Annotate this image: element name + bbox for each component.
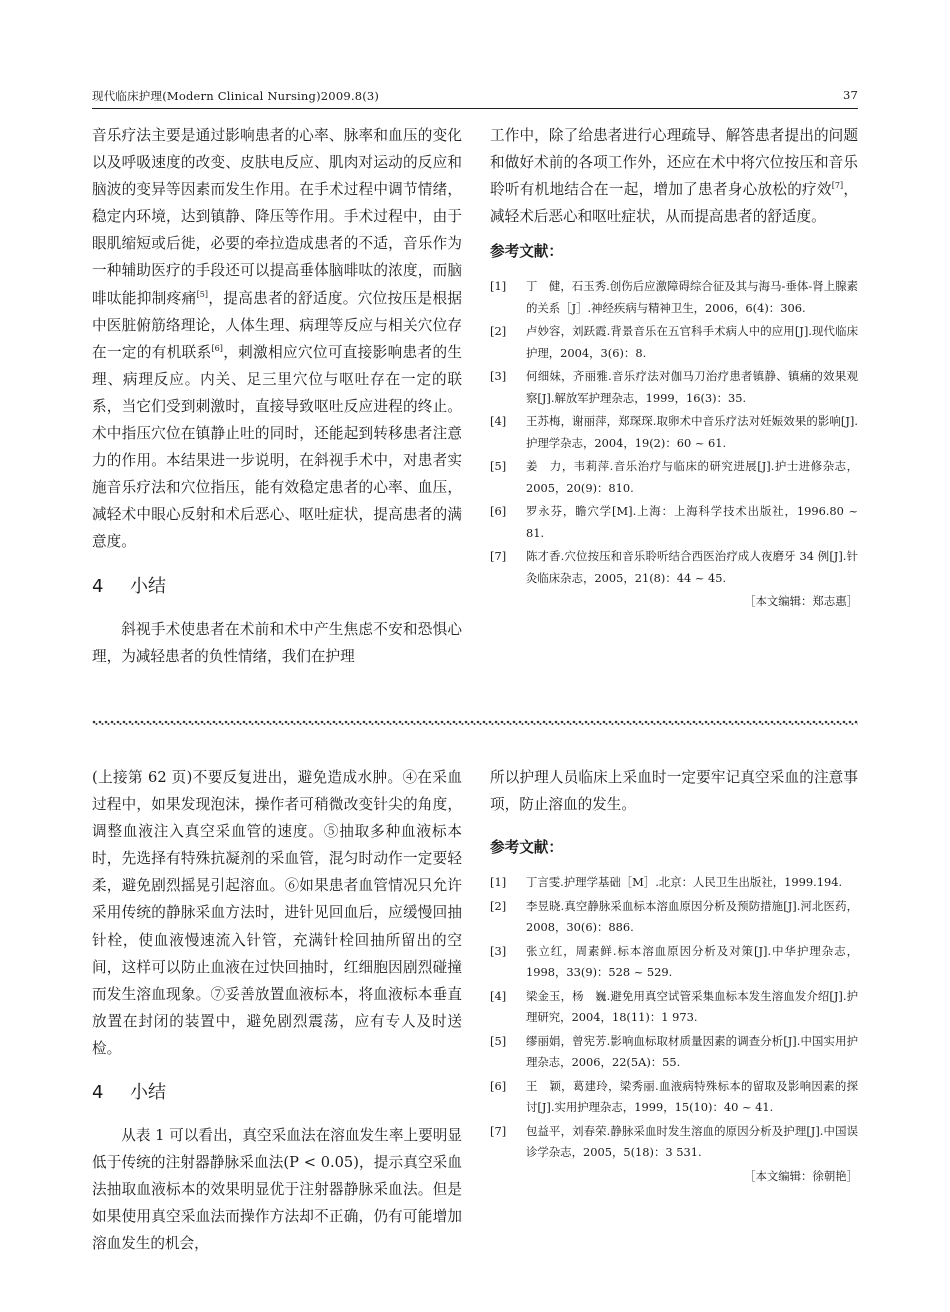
reference-index: [4] <box>490 414 507 429</box>
bottom-left-paragraph-1: (上接第 62 页)不要反复进出，避免造成水肿。④在采血过程中，如果发现泡沫，操作者可稍微改变针尖的角度，调整血液注入真空采血管的速度。⑤抽取多种血液标本时，先选择有特殊抗凝剂的采血管，混匀时动作一定要轻柔，避免剧烈摇晃引起溶血。⑥如果患者血管情况只允许采用传统的静脉采血方法时，进针见回血后，应缓慢回抽针栓，使血液慢速流入针管，充满针栓回抽所留出的空间，这样可以防止血液在过快回抽时，红细胞因剧烈碰撞而发生溶血现象。⑦妥善放置血液标本，将血液标本垂直放置在封闭的装置中，避免剧烈震荡，应有专人及时送检。 <box>92 769 462 1057</box>
reference-text: 王苏梅，谢丽萍，郑琛琛.取卵术中音乐疗法对妊娠效果的影响[J].护理学杂志，2004，19(2)：60 ~ 61. <box>526 414 858 450</box>
reference-index: [2] <box>490 898 507 913</box>
journal-citation: 现代临床护理(Modern Clinical Nursing)2009.8(3) <box>92 89 380 103</box>
citation-5: [5] <box>196 289 208 299</box>
top-right-paragraph-1: 工作中，除了给患者进行心理疏导、解答患者提出的问题和做好术前的各项工作外，还应在术中将穴位按压和音乐聆听有机地结合在一起，增加了患者身心放松的疗效[7]，减轻术后恶心和呕吐症状，从而提高患者的舒适度。 <box>490 127 858 226</box>
section-title: 小结 <box>130 1082 166 1104</box>
reference-index: [6] <box>490 504 507 519</box>
reference-text: 罗永芬，瞻穴学[M].上海：上海科学技术出版社，1996.80 ~ 81. <box>526 504 858 540</box>
top-right-column <box>490 122 858 611</box>
reference-index: [5] <box>490 459 507 474</box>
bottom-right-paragraph-1: 所以护理人员临床上采血时一定要牢记真空采血的注意事项，防止溶血的发生。 <box>490 769 858 814</box>
reference-index: [1] <box>490 279 507 294</box>
section-number: 4 <box>92 575 104 597</box>
top-left-paragraph-2: 斜视手术使患者在术前和术中产生焦虑不安和恐惧心理，为减轻患者的负性情绪，我们在护理 <box>92 620 462 665</box>
reference-text: 王 颖，葛建玲，梁秀丽.血液病特殊标本的留取及影响因素的探讨[J].实用护理杂志，1999，15(10)：40 ~ 41. <box>526 1078 858 1115</box>
reference-text: 梁金玉，杨 巍.避免用真空试管采集血标本发生溶血发介绍[J].护理研究，2004，18(11)：1 973. <box>526 988 858 1025</box>
reference-item <box>490 411 858 454</box>
references-title: 参考文献： <box>490 839 563 857</box>
section-heading-conclusion <box>92 570 462 604</box>
reference-text: 缪丽娟，曾宪芳.影响血标取材质量因素的调查分析[J].中国实用护理杂志，2006，22(5A)：55. <box>526 1033 858 1070</box>
bottom-right-column <box>490 764 858 1186</box>
reference-item <box>490 501 858 544</box>
section-title: 小结 <box>130 575 166 597</box>
top-left-paragraph-1: 音乐疗法主要是通过影响患者的心率、脉率和血压的变化以及呼吸速度的改变、皮肤电反应、肌肉对运动的反应和脑波的变异等因素而发生作用。在手术过程中调节情绪，稳定内环境，达到镇静、降压等作用。手术过程中，由于眼肌缩短或后徙，必要的牵拉造成患者的不适，音乐作为一种辅助医疗的手段还可以提高垂体脑啡呔的浓度，而脑啡呔能抑制疼痛[5]，提高患者的舒适度。穴位按压是根据中医脏俯筋络理论，人体生理、病理等反应与相关穴位存在一定的有机联系[6]，刺激相应穴位可直接影响患者的生理、病理反应。内关、足三里穴位与呕吐存在一定的联系，当它们受到刺激时，直接导致呕吐反应进程的终止。术中指压穴位在镇静止吐的同时，还能起到转移患者注意力的作用。本结果进一步说明，在斜视手术中，对患者实施音乐疗法和穴位指压，能有效稳定患者的心率、血压，减轻术中眼心反射和术后恶心、呕吐症状，提高患者的满意度。 <box>92 127 462 551</box>
reference-item <box>490 1076 858 1119</box>
reference-text: 张立红，周素鲜.标本溶血原因分析及对策[J].中华护理杂志，1998，33(9)：528 ~ 529. <box>526 943 858 980</box>
reference-item <box>490 546 858 589</box>
page-number: 37 <box>842 88 858 102</box>
bottom-left-column <box>92 764 462 1258</box>
reference-text: 何细妹，齐丽雅.音乐疗法对伽马刀治疗患者镇静、镇痛的效果观察[J].解放军护理杂志，1999，16(3)：35. <box>526 369 858 405</box>
reference-index: [1] <box>490 875 507 890</box>
reference-index: [7] <box>490 549 507 564</box>
reference-item <box>490 456 858 499</box>
reference-text: 丁 健，石玉秀.创伤后应激障碍综合征及其与海马-垂体-肾上腺素的关系［J］.神经疾病与精神卫生，2006，6(4)：306. <box>526 279 858 315</box>
reference-item <box>490 1031 858 1074</box>
reference-text: 卢妙容，刘跃霞.背景音乐在五官科手术病人中的应用[J].现代临床护理，2004，3(6)：8. <box>526 324 858 360</box>
reference-index: [4] <box>490 988 507 1003</box>
references-list <box>490 276 858 589</box>
reference-index: [6] <box>490 1078 507 1093</box>
references-title: 参考文献： <box>490 243 563 261</box>
reference-item <box>490 321 858 364</box>
reference-item <box>490 1121 858 1164</box>
reference-index: [5] <box>490 1033 507 1048</box>
article-divider <box>92 712 858 720</box>
citation-6: [6] <box>211 343 223 353</box>
reference-index: [3] <box>490 943 507 958</box>
bottom-left-paragraph-2: 从表 1 可以看出，真空采血法在溶血发生率上要明显低于传统的注射器静脉采血法(P < 0.05)，提示真空采血法抽取血液标本的效果明显优于注射器静脉采血法。但是如果使用真空采血法而操作方法却不正确，仍有可能增加溶血发生的机会， <box>92 1127 462 1253</box>
running-header <box>92 88 858 108</box>
header-rule <box>92 108 858 109</box>
editor-credit: ［本文编辑：郑志惠］ <box>744 594 858 609</box>
reference-index: [7] <box>490 1123 507 1138</box>
section-number: 4 <box>92 1082 104 1104</box>
reference-item <box>490 896 858 939</box>
reference-text: 陈才香.穴位按压和音乐聆听结合西医治疗成人夜磨牙 34 例[J].针灸临床杂志，2005，21(8)：44 ~ 45. <box>526 549 858 585</box>
reference-text: 李昱晓.真空静脉采血标本溶血原因分析及预防措施[J].河北医药，2008，30(6)：886. <box>526 898 858 935</box>
reference-index: [3] <box>490 369 507 384</box>
references-list <box>490 872 858 1164</box>
reference-text: 姜 力，韦莉萍.音乐治疗与临床的研究进展[J].护士进修杂志，2005，20(9)：810. <box>526 459 858 495</box>
reference-item <box>490 872 858 894</box>
reference-text: 丁言雯.护理学基础［M］.北京：人民卫生出版社，1999.194. <box>526 875 843 890</box>
reference-text: 包益平，刘春荣.静脉采血时发生溶血的原因分析及护理[J].中国误诊学杂志，2005，5(18)：3 531. <box>526 1123 858 1160</box>
editor-credit: ［本文编辑：徐朝艳］ <box>744 1168 858 1183</box>
reference-item <box>490 941 858 984</box>
citation-7: [7] <box>831 181 844 191</box>
reference-item <box>490 276 858 319</box>
top-left-column <box>92 122 462 670</box>
section-heading-conclusion <box>92 1076 462 1110</box>
reference-item <box>490 366 858 409</box>
reference-index: [2] <box>490 324 507 339</box>
reference-item <box>490 986 858 1029</box>
